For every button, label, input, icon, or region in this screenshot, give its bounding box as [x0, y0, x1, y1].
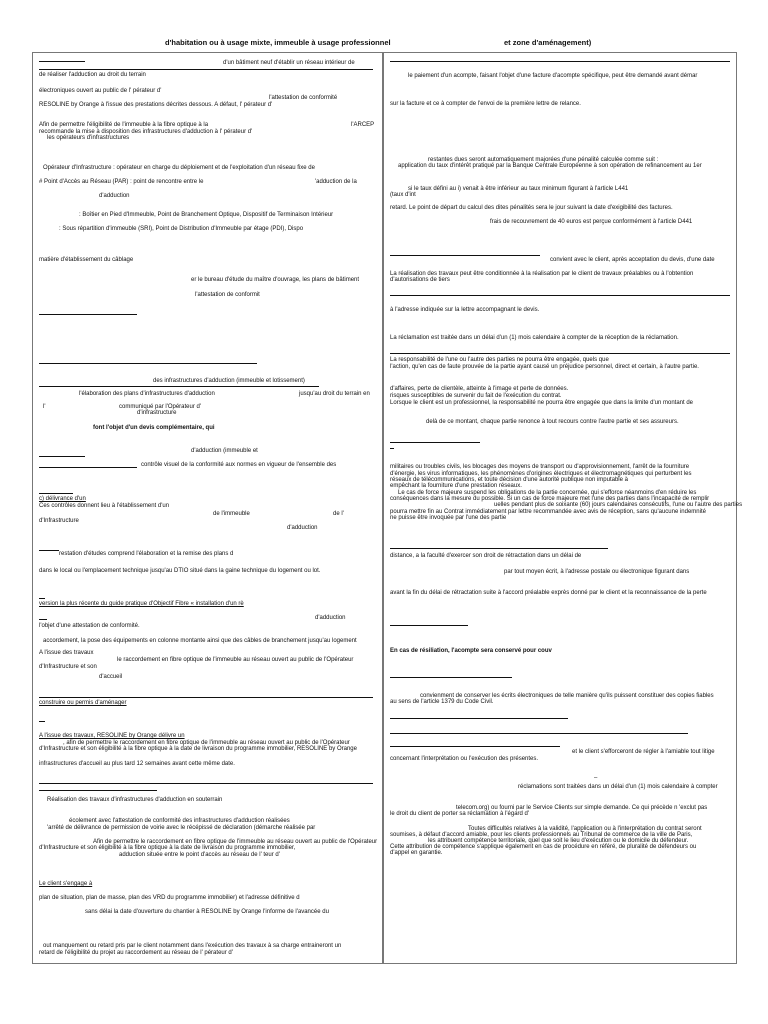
redaction-bar: [390, 353, 730, 354]
text-line: La responsabilité de l'une ou l'autre des parties ne pourra être engagée, quels que: [390, 357, 609, 363]
text-line: militaires ou troubles civils, les blocages des moyens de transport ou d'approvisionnement, l'arrêt de la fourniture: [390, 464, 690, 470]
redaction-bar: [39, 386, 319, 387]
redaction-bar: [390, 61, 730, 62]
text-line: sur la facture et ce à compter de l'envoi de la première lettre de relance.: [390, 101, 581, 107]
text-line: plan de situation, plan de masse, plan des VRD du programme immobilier) et l'adresse définitive d: [39, 895, 300, 901]
redaction-bar: [39, 69, 373, 70]
text-line: le droit du client de porter sa réclamation à l'égard d': [390, 811, 530, 817]
redaction-bar: [39, 314, 137, 315]
text-line: des infrastructures d'adduction (immeuble et lotissement): [153, 378, 305, 384]
redaction-bar: [39, 493, 73, 494]
text-line: retard de l'éligibilité du projet au raccordement au réseau de l' pérateur d': [39, 950, 233, 956]
redaction-bar: [39, 697, 373, 698]
redaction-bar: [39, 598, 45, 599]
text-line: restantes dues seront automatiquement majorées d'une pénalité calculée comme suit :: [428, 157, 659, 163]
text-line: l'élaboration des plans d'infrastructures d'adduction: [79, 391, 215, 397]
text-line: d'adduction: [287, 525, 318, 531]
text-line: Ces contrôles donnent lieu à l'établissement d'un: [39, 503, 170, 509]
redaction-bar: [390, 677, 512, 678]
text-line: A l'issue des travaux, RESOLINE by Orange délivre un: [39, 733, 185, 739]
page-header: [0, 38, 768, 52]
text-line: ne puisse être invoquée par l'une des partie: [390, 515, 507, 521]
text-line: risques susceptibles de survenir du fait de l'exécution du contrat.: [390, 393, 562, 399]
text-line: La réclamation est traitée dans un délai d'un (1) mois calendaire à compter de la réception de la réclamation.: [390, 335, 679, 341]
text-line: A l'issue des travaux: [39, 650, 94, 656]
text-line: d'autorisations de tiers: [390, 277, 450, 283]
text-line: le paiement d'un acompte, faisant l'objet d'une facture d'acompte spécifique, peut être demandé avant démar: [408, 73, 698, 79]
text-line: 'arrêté de délivrance de permission de voirie avec le récépissé de déclaration (démarche réalisée par: [47, 825, 316, 831]
redaction-bar: [39, 790, 157, 791]
text-line: d'accueil: [99, 674, 123, 680]
text-line: Cette attribution de compétence s'applique également en cas de procédure en référé, de pluralité de défendeurs ou: [390, 844, 697, 850]
text-line: sans délai la date d'ouverture du chantier à RESOLINE by Orange l'informe de l'avancée du: [85, 909, 329, 915]
text-line: Afin de permettre le raccordement en fibre optique de l'immeuble au réseau ouvert au public de l'Opérateur: [93, 839, 378, 845]
text-line: de l'immeuble: [213, 511, 250, 517]
redaction-bar: [39, 619, 47, 620]
left-column: [32, 52, 383, 964]
header-right-title: et zone d'aménagement): [504, 38, 592, 47]
text-line: d'adduction: [315, 615, 346, 621]
text-line: Toutes difficultés relatives à la validité, l'application ou à l'interprétation du contrat seront: [468, 826, 702, 832]
text-line: construire ou permis d'aménager: [39, 700, 127, 706]
text-line: à l'adresse indiquée sur la lettre accompagnant le devis.: [390, 307, 540, 313]
text-line: d'appel en garantie.: [390, 850, 443, 856]
text-line: d'énergie, les virus informatiques, les phénomènes d'origines électriques et électromagnétiques qui perturbent les: [390, 471, 692, 477]
text-line: par tout moyen écrit, à l'adresse postale ou électronique figurant dans: [504, 569, 690, 575]
header-left-title: d'habitation ou à usage mixte, immeuble à usage professionnel: [165, 38, 391, 47]
text-line: Le cas de force majeure suspend les obligations de la partie concernée, qui s'efforce néanmoins d'en réduire les: [398, 490, 697, 496]
text-line: empêchant la fourniture d'une prestation réseaux.: [390, 483, 522, 489]
text-line: l'ARCEP: [351, 122, 375, 128]
text-line: restation d'études comprend l'élaboration et la remise des plans d: [59, 551, 234, 557]
text-line: Le client s'engage à: [39, 881, 93, 887]
text-line: uelles pendant plus de soixante (60) jours calendaires consécutifs, l'une ou l'autre des parties: [494, 502, 743, 508]
redaction-bar: [390, 746, 560, 747]
text-line: : Sous répartition d'immeuble (SRI), Point de Distribution d'Immeuble par étage (PDI), Dispo: [59, 226, 304, 232]
text-line: accordement, la pose des équipements en colonne montante ainsi que des câbles de branchement jusqu'au logement: [43, 638, 357, 644]
right-column: [383, 52, 743, 964]
redaction-bar: [390, 733, 688, 734]
text-line: l'attestation de conformité: [269, 95, 338, 101]
text-line: contrôle visuel de la conformité aux normes en vigueur de l'ensemble des: [141, 462, 337, 468]
redaction-bar: [39, 550, 59, 551]
text-line: distance, a la faculté d'exercer son droit de rétractation dans un délai de: [390, 553, 582, 559]
redaction-bar: [390, 255, 540, 256]
redaction-bar: [390, 295, 730, 296]
text-line: recommande la mise à disposition des infrastructures d'adduction à l' pérateur d': [39, 129, 253, 135]
text-line: d'Infrastructure: [39, 518, 79, 524]
text-line: d'Infrastructure et son éligibilité à la fibre optique à la date de livraison du programme immobilier,: [39, 845, 296, 851]
redaction-bar: [39, 363, 257, 364]
text-line: d'adduction (immeuble et: [191, 448, 258, 454]
text-line: soumises, à défaut d'accord amiable, pour les clients professionnels au Tribunal de commerce de la ville de Paris,: [390, 832, 693, 838]
text-line: # Point d'Accès au Réseau (PAR) : point de rencontre entre le: [39, 179, 204, 185]
text-line: au sens de l'article 1379 du Code Civil.: [390, 699, 494, 705]
redaction-bar: [390, 718, 568, 719]
text-line: telecom.org) ou fourni par le Service Clients sur simple demande. Ce qui précède n 'exclut pas: [456, 805, 708, 811]
text-line: En cas de résiliation, l'acompte sera conservé pour couv: [390, 648, 552, 654]
text-line: les attribuent compétence territoriale, quel que soit le lieu d'exécution ou le domicile du défendeur.: [428, 838, 689, 844]
text-line: frais de recouvrement de 40 euros est perçue conformément à l'article D441: [490, 219, 693, 225]
text-line: l'action, qu'en cas de faute prouvée de la partie ayant causé un préjudice personnel, direct et certain, à l'autre partie.: [390, 364, 699, 370]
text-line: d'infrastructure: [137, 410, 177, 416]
text-line: delà de ce montant, chaque partie renonce à tout recours contre l'autre partie et ses assureurs.: [426, 419, 679, 425]
text-line: les opérateurs d'infrastructures: [47, 135, 130, 141]
text-line: communiqué par l'Opérateur d': [119, 404, 201, 410]
text-line: l': [43, 404, 46, 410]
redaction-bar: [390, 442, 480, 443]
text-line: de l': [333, 511, 344, 517]
text-line: out manquement ou retard pris par le client notamment dans l'exécution des travaux à sa charge entraineront un: [43, 943, 342, 949]
text-line: l'attestation de conformit: [195, 292, 260, 298]
text-line: de réaliser l'adduction au droit du terrain: [39, 72, 146, 78]
text-line: d'Infrastructure et son: [39, 664, 97, 670]
text-line: infrastructures d'accueil au plus tard 12 semaines avant cette même date.: [39, 761, 235, 767]
redaction-bar: [390, 625, 468, 626]
text-line: version la plus récente du guide pratique d'Objectif Fibre « installation d'un rè: [39, 601, 244, 607]
text-line: c) délivrance d'un: [39, 496, 86, 502]
redaction-bar: [39, 61, 85, 62]
text-line: matière d'établissement du câblage: [39, 257, 134, 263]
text-line: si le taux défini au i) venait à être inférieur au taux minimum figurant à l'article L441: [408, 186, 629, 192]
text-line: l'objet d'une attestation de conformité.: [39, 623, 140, 629]
text-line: adduction située entre le point d'accès au réseau de l' teur d': [119, 852, 280, 858]
text-line: , afin de permettre le raccordement en fibre optique de l'immeuble au réseau ouvert au public de l'Opérateur: [63, 740, 350, 746]
text-line: concernant l'interprétation ou l'exécution des présentes.: [390, 756, 539, 762]
redaction-bar: [39, 783, 373, 784]
text-line: (taux d'int: [390, 192, 416, 198]
text-line: 'adduction de la: [315, 179, 357, 185]
text-line: convient avec le client, après acceptation du devis, d'une date: [550, 257, 715, 263]
text-line: d'affaires, perte de clientèle, atteinte à l'image et perte de données.: [390, 386, 569, 392]
text-line: –: [594, 775, 598, 781]
text-line: Afin de permettre l'éligibilité de l'immeuble à la fibre optique à la: [39, 122, 209, 128]
text-line: d'adduction: [99, 193, 130, 199]
text-line: jusqu'au droit du terrain en: [299, 391, 370, 397]
redaction-bar: [39, 721, 45, 722]
text-line: réclamations sont traitées dans un délai d'un (1) mois calendaire à compter: [518, 784, 718, 790]
text-line: dans le local ou l'emplacement technique jusqu'au DTIO situé dans la gaine technique du logement ou lot.: [39, 568, 321, 574]
text-line: pourra mettre fin au Contrat immédiatement par lettre recommandée avec avis de réception, sans qu'aucune indemnité: [390, 509, 706, 515]
redaction-bar: [390, 448, 394, 449]
text-line: Réalisation des travaux d'infrastructures d'adduction en souterrain: [47, 797, 223, 803]
text-line: : Boîtier en Pied d'Immeuble, Point de Branchement Optique, Dispositif de Terminaison Intérieur: [79, 212, 334, 218]
text-line: La réalisation des travaux peut être conditionnée à la réalisation par le client de travaux préalables ou à l'obtention: [390, 271, 694, 277]
text-line: le raccordement en fibre optique de l'immeuble au réseau ouvert au public de l'Opérateur: [117, 657, 354, 663]
text-line: convienment de conserver les écrits électroniques de telle manière qu'ils puissent constituer des copies fiables: [420, 693, 714, 699]
text-line: retard. Le point de départ du calcul des dites pénalités sera le jour suivant la date d'exigibilité des factures.: [390, 205, 673, 211]
text-line: conséquences dans la mesure du possible. Si un cas de force majeure met l'une des parties dans l'incapacité de remplir: [390, 496, 710, 502]
text-line: er le bureau d'étude du maître d'ouvrage, les plans de bâtiment: [191, 277, 360, 283]
text-line: réseaux de télécommunications, et toute décision d'une autorité publique non imputable à: [390, 477, 628, 483]
text-line: écolement avec l'attestation de conformité des infrastructures d'adduction réalisées: [69, 818, 290, 824]
redaction-bar: [390, 548, 608, 549]
text-line: et le client s'efforceront de régler à l'amiable tout litige: [572, 749, 715, 755]
redaction-bar: [39, 467, 137, 468]
text-line: d'un bâtiment neuf d'établir un réseau intérieur de: [223, 60, 355, 66]
text-line: Opérateur d'Infrastructure : opérateur en charge du déploiement et de l'exploitation d'un réseau fixe de: [43, 165, 315, 171]
text-line: application du taux d'intérêt pratiqué par la Banque Centrale Européenne à son opération de refinancement au 1er: [398, 163, 702, 169]
text-line: avant la fin du délai de rétractation suite à l'accord préalable exprès donné par le client et la reconnaissance de la perte: [390, 590, 707, 596]
text-line: d'Infrastructure et son éligibilité à la fibre optique à la date de livraison du programme immobilier, RESOLINE by Orange: [39, 746, 357, 752]
text-line: font l'objet d'un devis complémentaire, qui: [93, 425, 215, 431]
text-line: RESOLINE by Orange à l'issue des prestations décrites dessous. A défaut, l' pérateur d': [39, 102, 273, 108]
text-line: Lorsque le client est un professionnel, la responsabilité ne pourra être engagée que dans la limite d'un montant de: [390, 400, 694, 406]
text-line: électroniques ouvert au public de l' pérateur d': [39, 88, 162, 94]
redaction-bar: [39, 456, 85, 457]
